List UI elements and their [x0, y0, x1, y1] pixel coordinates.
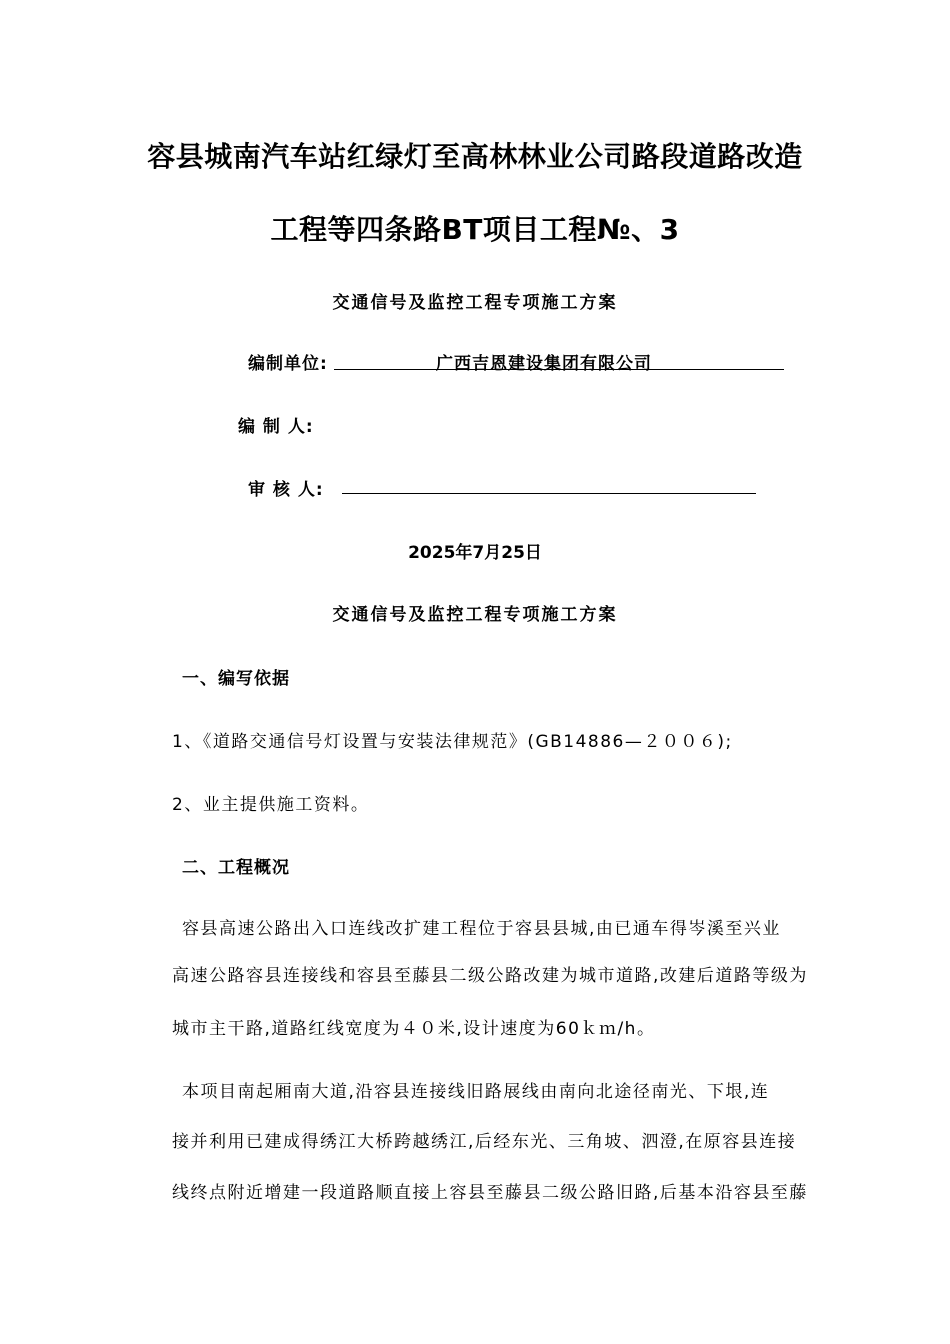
reviewer-underline	[342, 493, 756, 494]
author-label: 编 制 人:	[238, 417, 314, 437]
unit-underline	[334, 369, 784, 370]
heading-overview: 二、工程概况	[182, 858, 290, 878]
para2-line1: 本项目南起厢南大道,沿容县连接线旧路展线由南向北途径南光、下垠,连	[182, 1082, 770, 1102]
section-title: 交通信号及监控工程专项施工方案	[332, 605, 618, 625]
para1-line1: 容县高速公路出入口连线改扩建工程位于容县县城,由已通车得岑溪至兴业	[182, 919, 781, 939]
heading-basis: 一、编写依据	[182, 669, 290, 689]
doc-subtitle: 交通信号及监控工程专项施工方案	[332, 293, 618, 313]
doc-title-line1: 容县城南汽车站红绿灯至高林林业公司路段道路改造	[147, 140, 803, 173]
para2-line3: 线终点附近增建一段道路顺直接上容县至藤县二级公路旧路,后基本沿容县至藤	[172, 1183, 808, 1203]
para1-line3: 城市主干路,道路红线宽度为４０米,设计速度为60ｋｍ/h。	[172, 1019, 656, 1039]
reviewer-label: 审 核 人:	[248, 480, 324, 500]
list-item-1: 1、《道路交通信号灯设置与安装法律规范》(GB14886—２００６);	[172, 732, 733, 752]
para2-line2: 接并利用已建成得绣江大桥跨越绣江,后经东光、三角坡、泗澄,在原容县连接	[172, 1132, 797, 1152]
para1-line2: 高速公路容县连接线和容县至藤县二级公路改建为城市道路,改建后道路等级为	[172, 966, 808, 986]
doc-title-line2: 工程等四条路BT项目工程№、3	[270, 213, 680, 246]
unit-label: 编制单位:	[248, 354, 328, 374]
doc-date: 2025年7月25日	[408, 543, 542, 563]
unit-value: 广西吉恩建设集团有限公司	[436, 354, 652, 374]
list-item-2: 2、业主提供施工资料。	[172, 795, 370, 815]
